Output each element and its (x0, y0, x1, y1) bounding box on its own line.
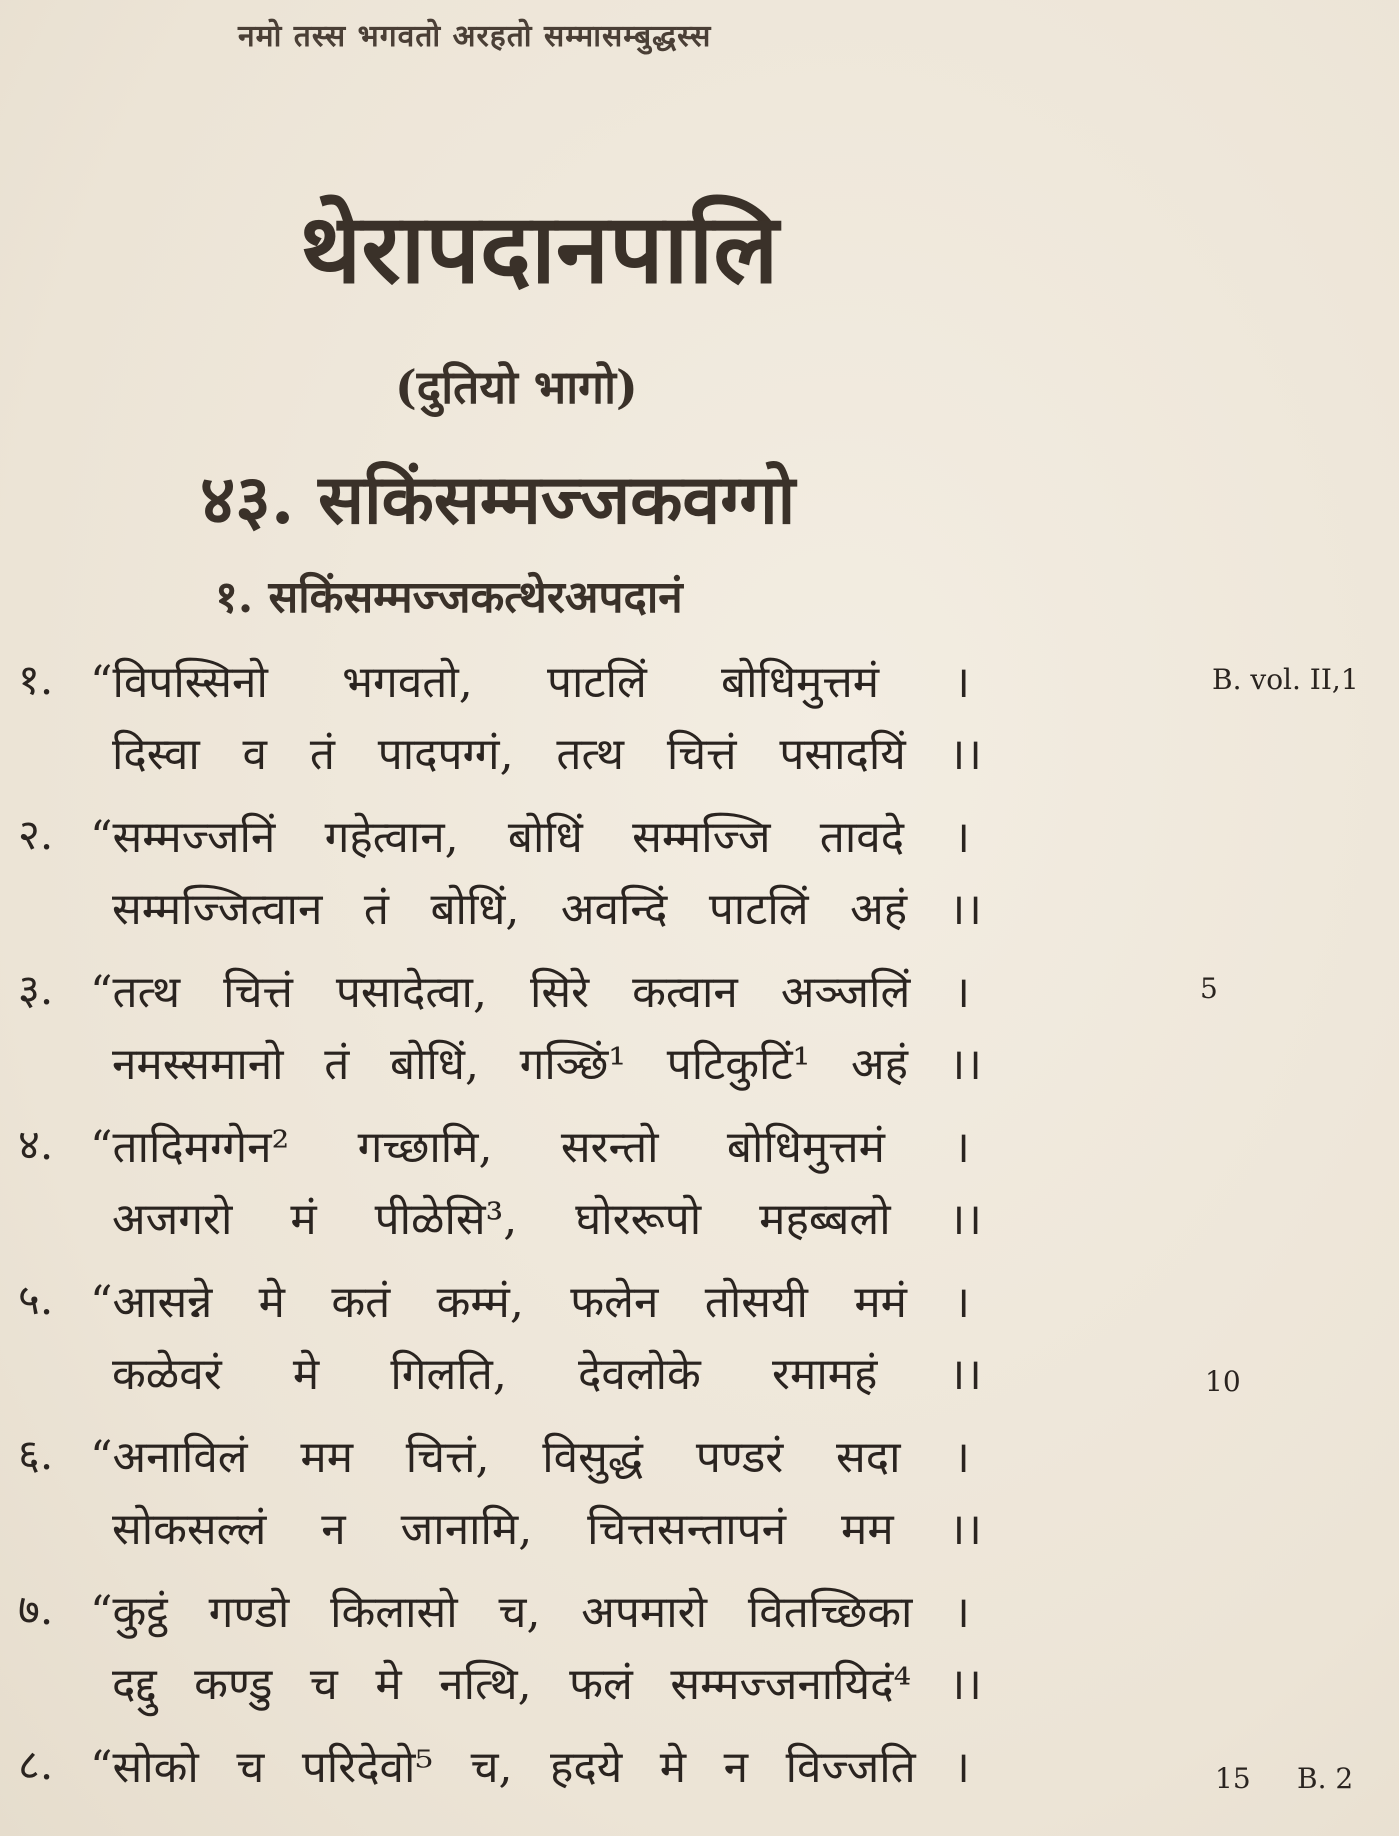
verse-word: “सोको (90, 1742, 199, 1793)
verse-word: सदा (836, 1432, 901, 1483)
verse-line-first (90, 805, 970, 865)
line-number: 15 (1215, 1762, 1251, 1795)
verse-word: फलं (569, 1659, 633, 1710)
verse-word: सोकसल्लं (112, 1504, 267, 1555)
verse-line-first (90, 1270, 970, 1330)
verse-word: कतं (331, 1277, 391, 1328)
verse-word: फलेन (570, 1277, 659, 1328)
verse-word: ममं (854, 1277, 907, 1328)
verse-word: मे (292, 1349, 320, 1400)
verse-word: कण्डु (194, 1659, 273, 1710)
verse-word: पसादयिं (779, 729, 906, 780)
verse-word: जानामि, (400, 1504, 533, 1555)
verse-word: गिलति, (390, 1349, 507, 1400)
verse-word: पटिकुटिं¹ (666, 1039, 811, 1090)
line-number: 10 (1205, 1365, 1241, 1398)
verse-number: ५. (18, 1275, 54, 1324)
verse-word: घोररूपो (575, 1194, 702, 1245)
verse-word: पसादेत्वा, (335, 967, 487, 1018)
verse-word: अहं (850, 1039, 908, 1090)
verse-word: तं (324, 1039, 350, 1090)
verse-number: ३. (18, 965, 54, 1014)
verse-word: सिरे (529, 967, 590, 1018)
verse-word: । (953, 812, 970, 863)
verse-word: चित्तसन्तापनं (587, 1504, 787, 1555)
line-number: 5 (1200, 972, 1218, 1005)
verse-word: “कुट्ठं (90, 1587, 168, 1638)
verse-line-first (90, 650, 970, 710)
verse-word: पादपग्गं, (377, 729, 514, 780)
verse-word: ।। (948, 1504, 982, 1555)
verse-word: पाटलिं (708, 884, 809, 935)
verse-word: “विपस्सिनो (90, 657, 268, 708)
verse-word: पण्डरं (695, 1432, 784, 1483)
verse-word: गण्डो (208, 1587, 290, 1638)
verse-word: सम्मज्जनायिदं⁴ (670, 1659, 912, 1710)
verse-word: गच्छामि, (357, 1122, 493, 1173)
verse-word: मे (659, 1742, 687, 1793)
verse-number: ७. (18, 1585, 54, 1634)
verse-word: पाटलिं (547, 657, 647, 708)
verse-word: ।। (948, 1659, 982, 1710)
verse-word: । (953, 1587, 970, 1638)
verse-word: परिदेवो⁵ (301, 1742, 434, 1793)
verse-line-second (112, 722, 982, 782)
verse-word: तं (363, 884, 389, 935)
verse-word: भगवतो, (342, 657, 473, 708)
verse-number: १. (18, 655, 54, 704)
verse-word: तोसयी (704, 1277, 808, 1328)
verse-word: पीळेसि³, (374, 1194, 518, 1245)
verse-word: । (953, 1122, 970, 1173)
verse-word: नमस्समानो (112, 1039, 284, 1090)
verse-word: तं (309, 729, 335, 780)
verse-line-first (90, 1735, 970, 1795)
margin-reference: B. 2 (1297, 1762, 1354, 1795)
verse-word: कत्वान (632, 967, 738, 1018)
verse-word: नत्थि, (439, 1659, 532, 1710)
verse-word: देवलोके (578, 1349, 701, 1400)
verse-line-second (112, 877, 982, 937)
verse-word: “सम्मज्जनिं (90, 812, 276, 863)
verse-word: च, (470, 1742, 513, 1793)
verse-word: मे (258, 1277, 285, 1328)
verse-word: । (953, 1742, 970, 1793)
verse-word: अहं (850, 884, 908, 935)
verse-word: । (953, 967, 970, 1018)
verse-word: चित्तं (666, 729, 737, 780)
verse-word: तत्थ (556, 729, 625, 780)
verse-word: गञ्छिं¹ (519, 1039, 627, 1090)
verse-word: ।। (948, 884, 982, 935)
subtitle: (दुतियो भागो) (395, 360, 638, 414)
verse-word: मम (841, 1504, 894, 1555)
verse-number: ४. (18, 1120, 54, 1169)
verse-line-first (90, 1425, 970, 1485)
section-heading: १. सकिंसम्मज्जकत्थेरअपदानं (215, 572, 683, 623)
invocation: नमो तस्स भगवतो अरहतो सम्मासम्बुद्धस्स (238, 19, 712, 54)
verse-word: च (236, 1742, 265, 1793)
verse-number: ८. (18, 1740, 54, 1789)
verse-line-second (112, 1652, 982, 1712)
chapter-heading: ४३. सकिंसम्मज्जकवग्गो (200, 460, 796, 540)
verse-line-second (112, 1032, 982, 1092)
verse-word: “तादिमग्गेन² (90, 1122, 290, 1173)
verse-word: व (242, 729, 268, 780)
verse-word: ।। (948, 1349, 982, 1400)
verse-word: कम्मं, (436, 1277, 524, 1328)
verse-word: बोधिं (507, 812, 583, 863)
verse-word: अपमारो (581, 1587, 708, 1638)
verse-word: न (723, 1742, 749, 1793)
verse-number: ६. (18, 1430, 54, 1479)
verse-word: गहेत्वान, (324, 812, 459, 863)
verse-word: । (953, 657, 970, 708)
verse-word: चित्तं, (405, 1432, 490, 1483)
verse-word: रमामहं (772, 1349, 878, 1400)
page-title: थेरापदानपालि (300, 192, 779, 305)
verse-word: ।। (948, 729, 982, 780)
verse-word: किलासो (330, 1587, 458, 1638)
verse-word: बोधिं, (390, 1039, 479, 1090)
verse-number: २. (18, 810, 54, 859)
verse-word: कळेवरं (112, 1349, 222, 1400)
verse-word: मम (300, 1432, 354, 1483)
verse-word: “आसन्ने (90, 1277, 213, 1328)
verse-word: अजगरो (112, 1194, 233, 1245)
verse-line-first (90, 1115, 970, 1175)
verse-word: ।। (948, 1194, 982, 1245)
verse-word: अवन्दिं (560, 884, 668, 935)
verse-word: वितच्छिका (747, 1587, 913, 1638)
verse-word: दिस्वा (112, 729, 200, 780)
verse-word: मं (290, 1194, 317, 1245)
verse-word: न (321, 1504, 346, 1555)
verse-word: चित्तं (223, 967, 293, 1018)
verse-word: विसुद्धं (542, 1432, 644, 1483)
verse-word: सरन्तो (560, 1122, 659, 1173)
verse-word: मे (375, 1659, 402, 1710)
verse-word: बोधिमुत्तमं (726, 1122, 885, 1173)
verse-word: बोधिमुत्तमं (721, 657, 880, 708)
verse-line-second (112, 1342, 982, 1402)
verse-word: च, (498, 1587, 541, 1638)
verse-word: अञ्जलिं (780, 967, 911, 1018)
verse-word: । (953, 1277, 970, 1328)
margin-reference: B. vol. II,1 (1212, 663, 1359, 696)
verse-word: तावदे (819, 812, 905, 863)
verse-word: च (309, 1659, 338, 1710)
verse-word: दद्दु (112, 1659, 157, 1710)
verse-line-second (112, 1187, 982, 1247)
verse-word: बोधिं, (430, 884, 520, 935)
verse-word: । (953, 1432, 970, 1483)
verse-word: हदये (550, 1742, 623, 1793)
verse-line-first (90, 960, 970, 1020)
verse-word: “तत्थ (90, 967, 181, 1018)
verse-word: “अनाविलं (90, 1432, 248, 1483)
verse-word: सम्मज्जि (632, 812, 771, 863)
verse-line-second (112, 1497, 982, 1557)
verse-word: विज्जति (785, 1742, 916, 1793)
verse-word: सम्मज्जित्वान (112, 884, 323, 935)
verse-word: महब्बलो (759, 1194, 891, 1245)
verse-line-first (90, 1580, 970, 1640)
verse-word: ।। (948, 1039, 982, 1090)
